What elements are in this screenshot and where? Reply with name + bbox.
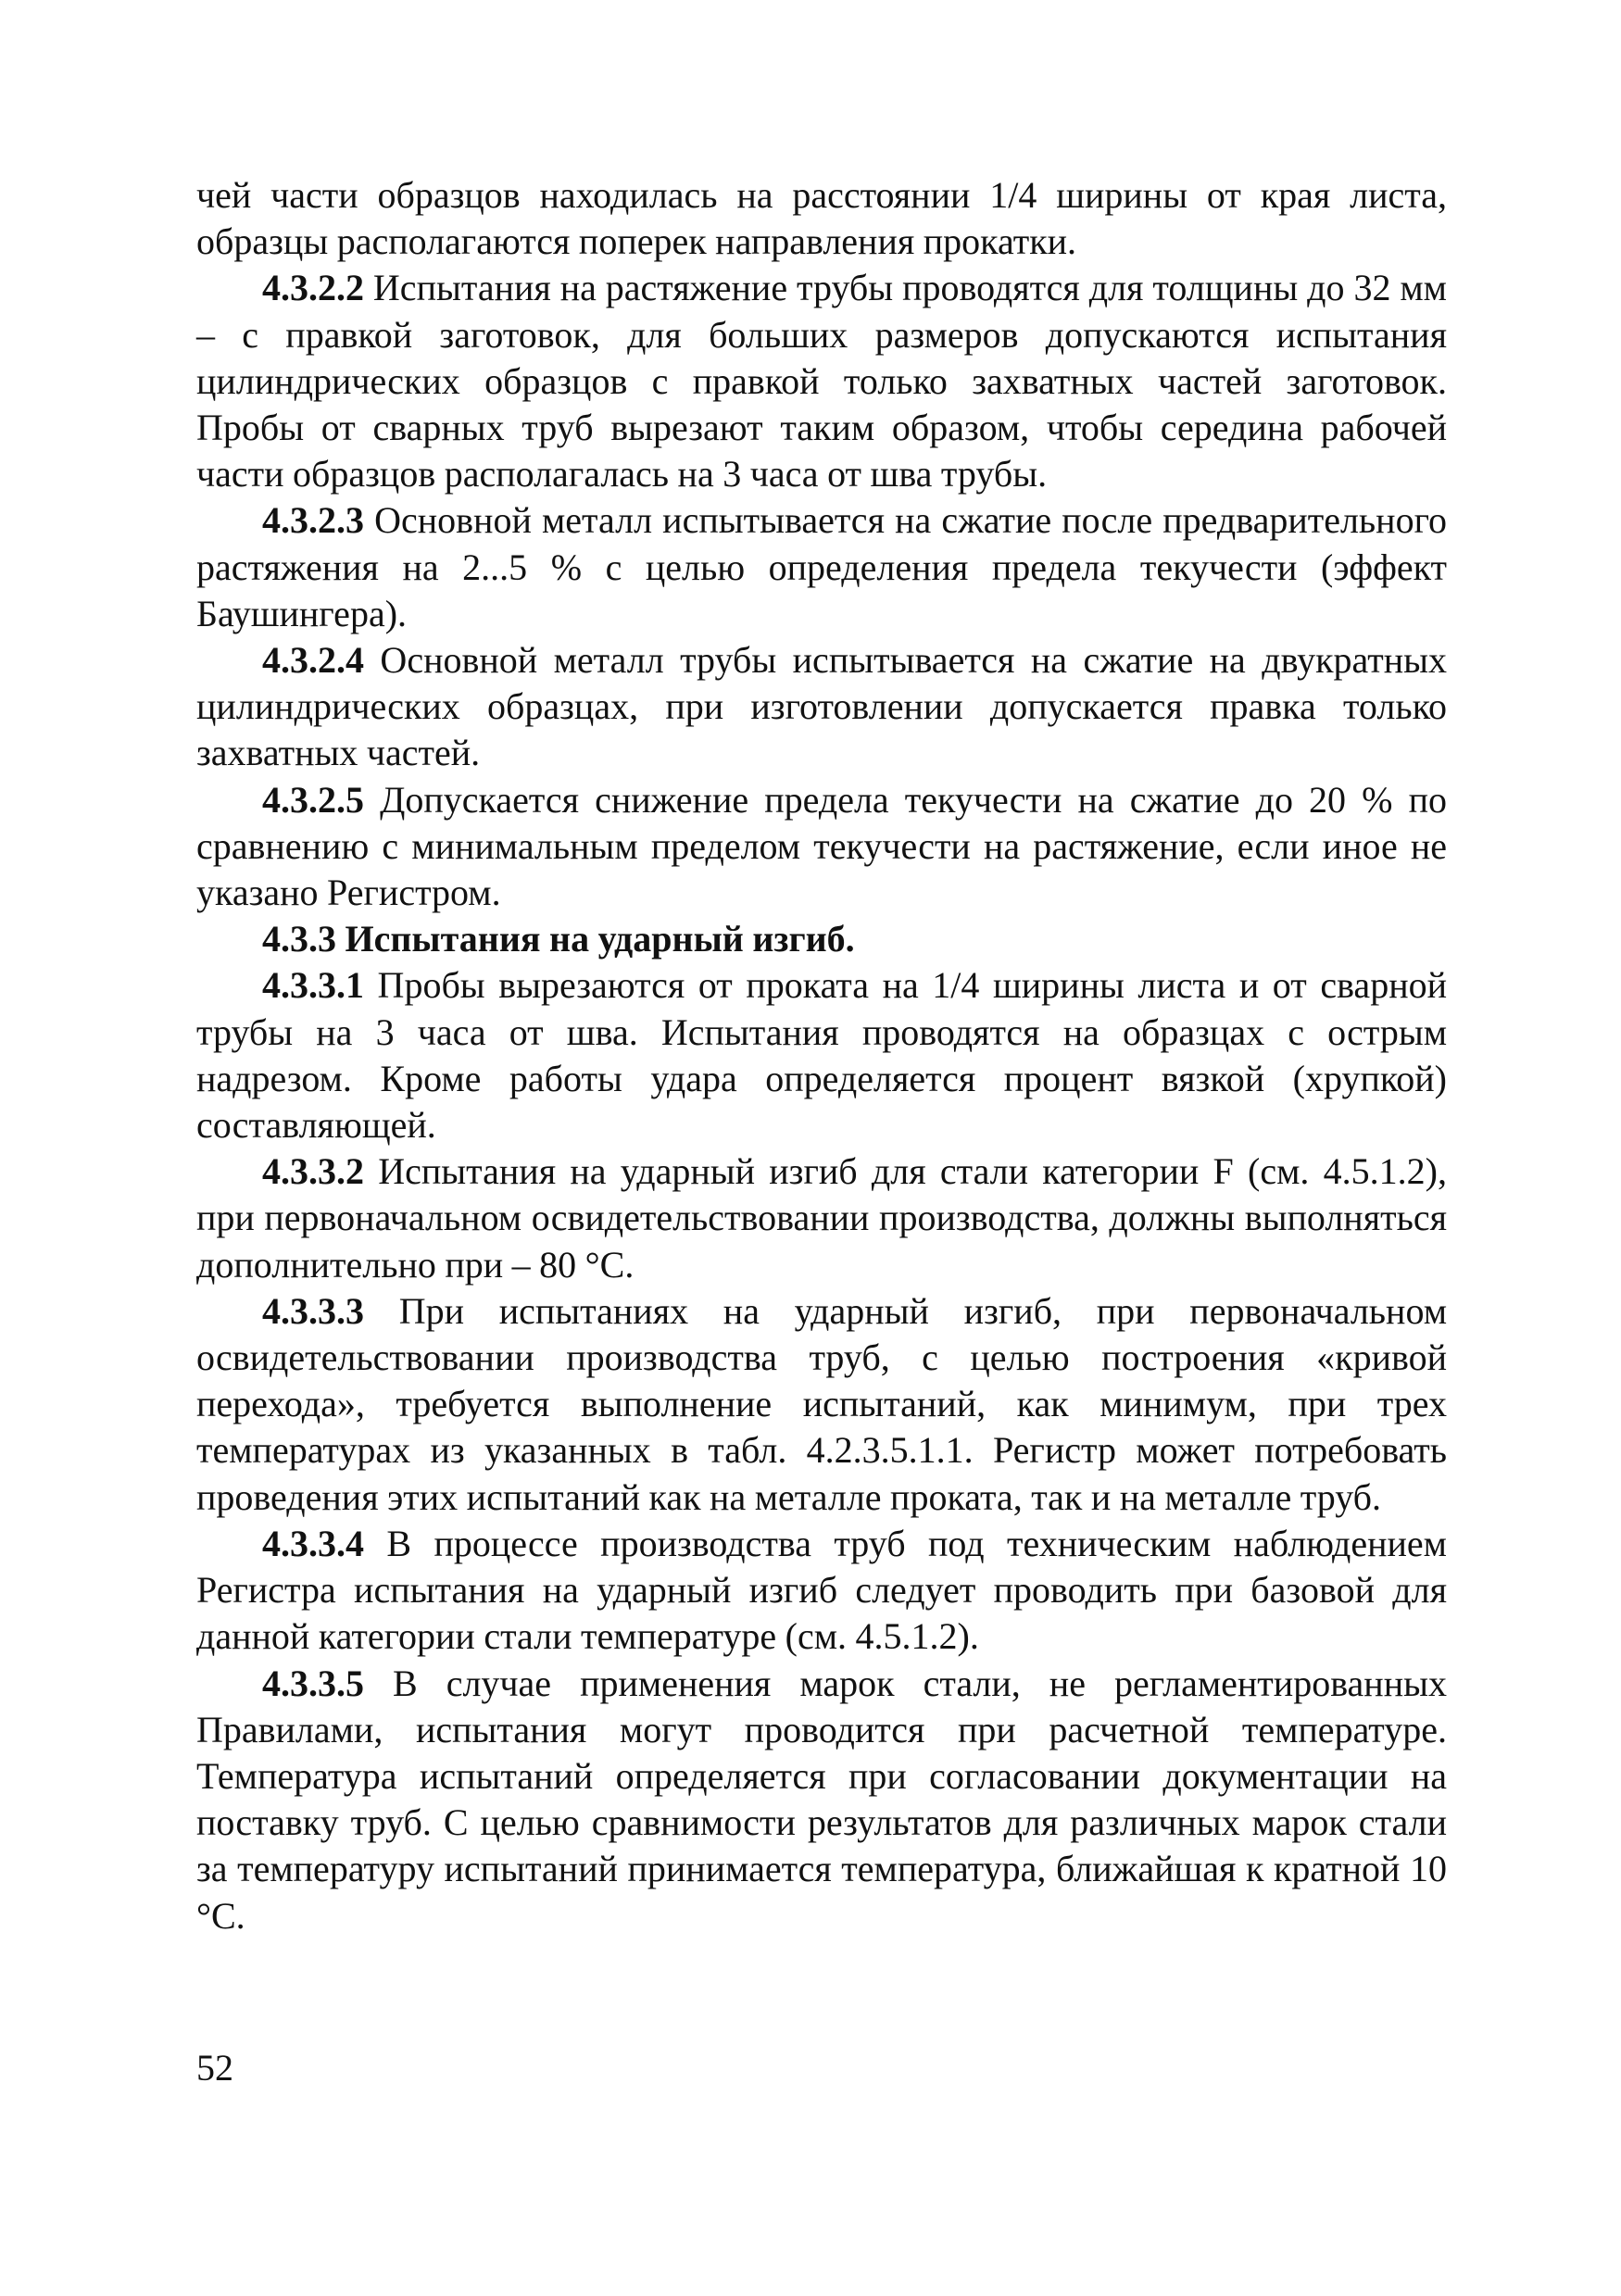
clause-4-3-3-4 — [196, 1521, 1447, 1661]
clause-text: В случае применения марок стали, не регламентированных Правилами, испытания могут проводится при расчетной температуре. Температура испытаний определяется при согласовании документации на поставку труб. С целью сравнимости результатов для различных марок стали за температуру испытаний принимается температура, ближайшая к кратной 10 °С. — [196, 1662, 1447, 1937]
clause-4-3-3-2 — [196, 1148, 1447, 1288]
continuation-paragraph: чей части образцов находилась на расстоянии 1/4 ширины от края листа, образцы располагаются поперек направления прокатки. — [196, 174, 1447, 263]
clause-number: 4.3.2.3 — [262, 499, 364, 542]
clause-text: Основной металл испытывается на сжатие после предварительного растяжения на 2...5 % с целью определения предела текучести (эффект Баушингера). — [196, 499, 1447, 634]
clause-number: 4.3.2.2 — [262, 267, 364, 309]
clause-number: 4.3.3.1 — [262, 964, 364, 1007]
clause-4-3-3-3 — [196, 1288, 1447, 1521]
clause-number: 4.3.3.5 — [262, 1662, 364, 1704]
section-heading-4-3-3 — [196, 916, 1447, 962]
clause-text: В процессе производства труб под техническим наблюдением Регистра испытания на ударный изгиб следует проводить при базовой для данной категории стали температуре (см. 4.5.1.2). — [196, 1522, 1447, 1658]
clause-number: 4.3.3.2 — [262, 1150, 364, 1193]
clause-4-3-2-2 — [196, 265, 1447, 497]
clause-text: Допускается снижение предела текучести на сжатие до 20 % по сравнению с минимальным пределом текучести на растяжение, если иное не указано Регистром. — [196, 778, 1447, 914]
clause-text: Основной металл трубы испытывается на сжатие на двукратных цилиндрических образцах, при изготовлении допускается правка только захватных частей. — [196, 639, 1447, 774]
clause-number: 4.3.3.3 — [262, 1289, 364, 1332]
section-title: Испытания на ударный изгиб. — [336, 918, 855, 960]
clause-4-3-2-3 — [196, 497, 1447, 637]
clause-text: Испытания на ударный изгиб для стали категории F (см. 4.5.1.2), при первоначальном освидетельствовании производства, должны выполняться дополнительно при – 80 °С. — [196, 1150, 1447, 1286]
document-body — [196, 172, 1447, 1939]
section-number: 4.3.3 — [262, 918, 336, 960]
clause-text: Пробы вырезаются от проката на 1/4 ширины листа и от сварной трубы на 3 часа от шва. Испытания проводятся на образцах с острым надрезом. Кроме работы удара определяется процент вязкой (хрупкой) составляющей. — [196, 964, 1447, 1147]
clause-text: При испытаниях на ударный изгиб, при первоначальном освидетельствовании производства труб, с целью построения «кривой перехода», требуется выполнение испытаний, как минимум, при трех температурах из указанных в табл. 4.2.3.5.1.1. Регистр может потребовать проведения этих испытаний как на металле проката, так и на металле труб. — [196, 1289, 1447, 1518]
clause-4-3-2-4 — [196, 637, 1447, 777]
clause-4-3-3-5 — [196, 1661, 1447, 1939]
clause-number: 4.3.3.4 — [262, 1522, 364, 1564]
clause-number: 4.3.2.4 — [262, 639, 364, 682]
clause-text: Испытания на растяжение трубы проводятся для толщины до 32 мм – с правкой заготовок, для больших размеров допускаются испытания цилиндрических образцов с правкой только захватных частей заготовок. Пробы от сварных труб вырезают таким образом, чтобы середина рабочей части образцов располагалась на 3 часа от шва трубы. — [196, 267, 1447, 496]
clause-4-3-3-1 — [196, 962, 1447, 1148]
clause-4-3-2-5 — [196, 777, 1447, 917]
page-number: 52 — [196, 2047, 233, 2089]
clause-number: 4.3.2.5 — [262, 778, 364, 821]
